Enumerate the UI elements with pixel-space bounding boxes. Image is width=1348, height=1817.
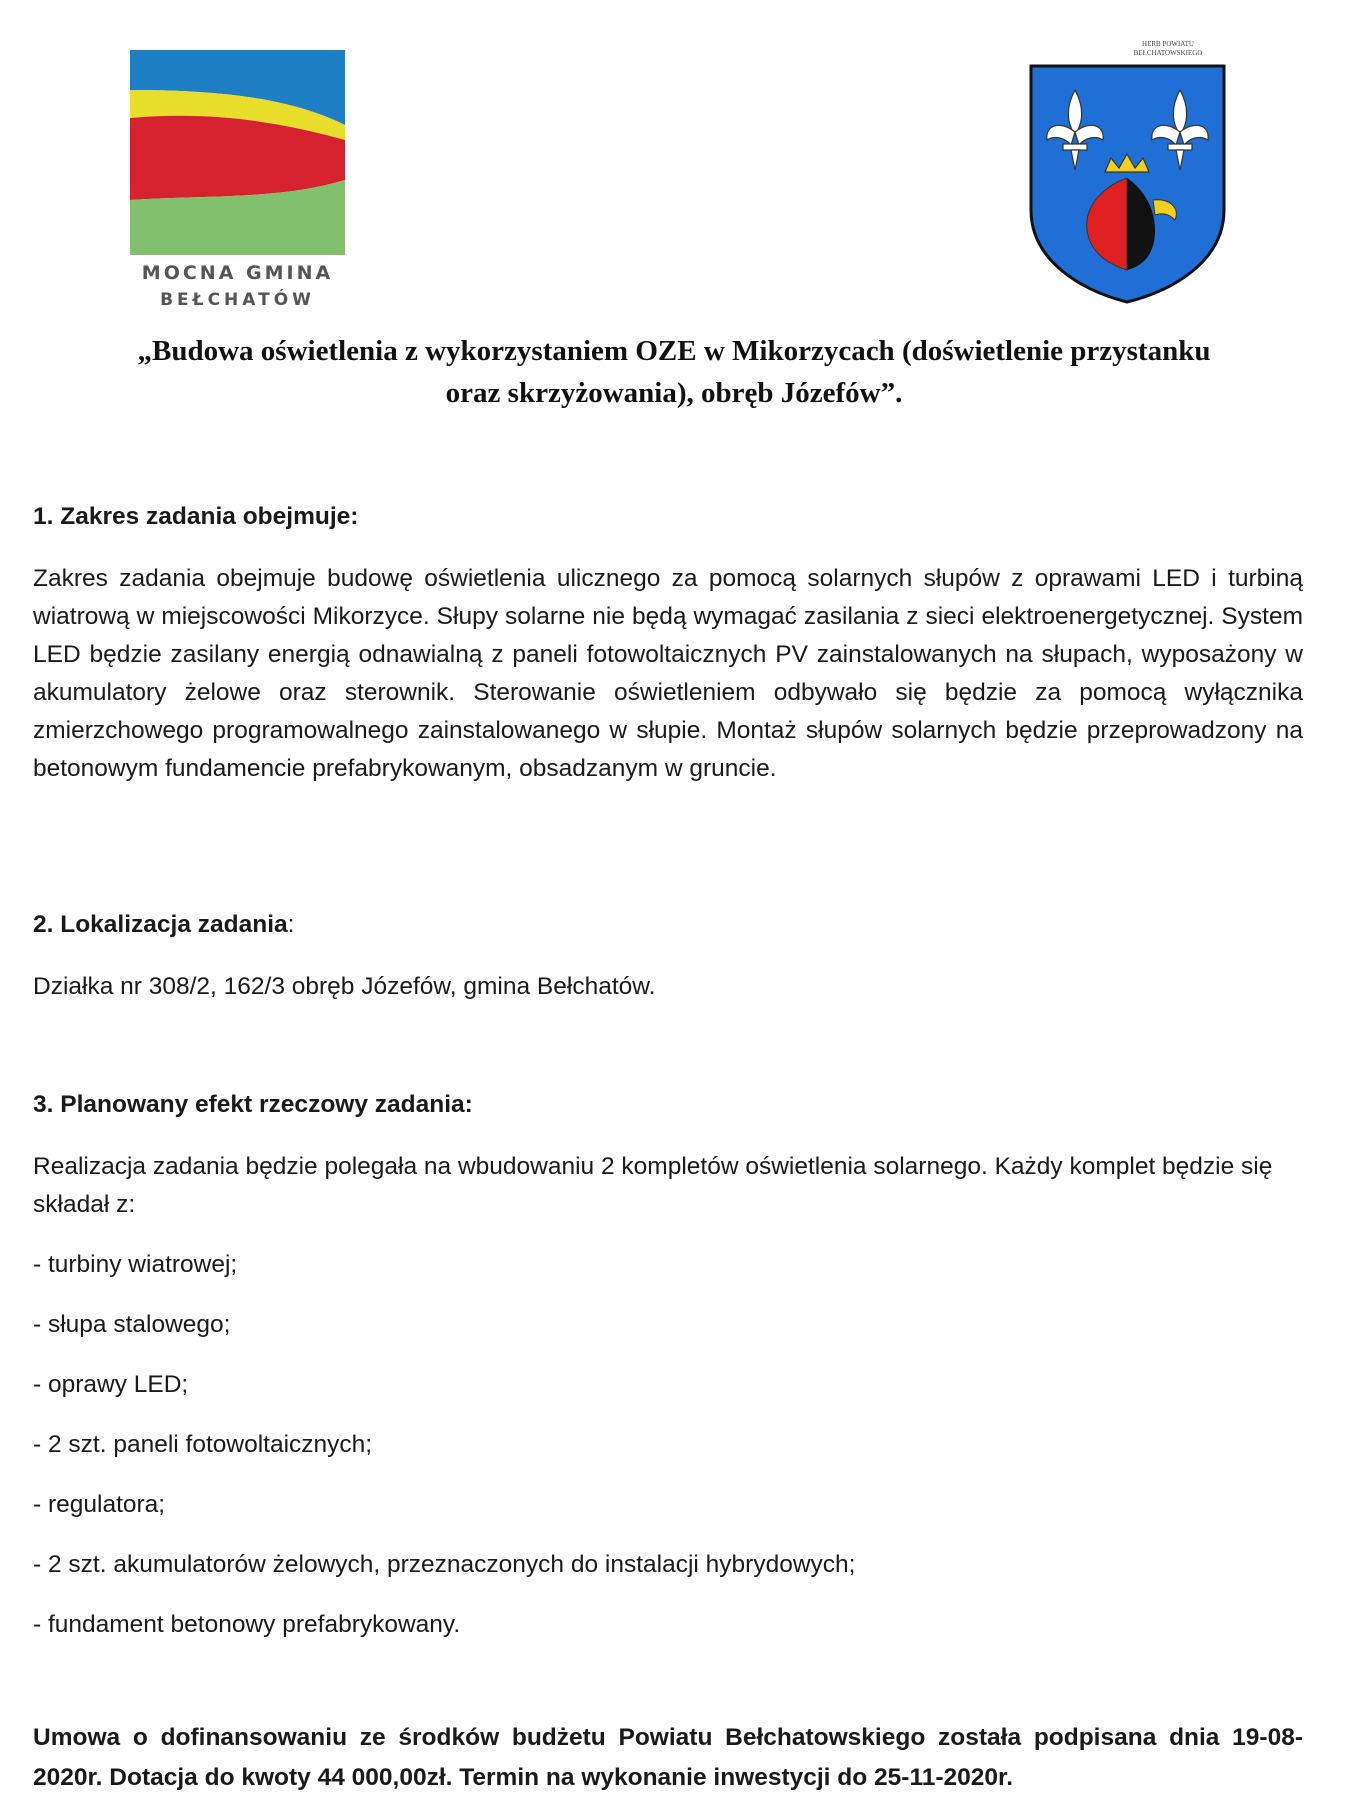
title-line-2: oraz skrzyżowania), obręb Józefów”. — [445, 377, 903, 409]
title-line-1: „Budowa oświetlenia z wykorzystaniem OZE w Mikorzycach (doświetlenie przystanku — [137, 335, 1211, 367]
powiat-crest — [1025, 40, 1230, 310]
list-item: - regulatora; — [33, 1491, 166, 1518]
section-3-text: Realizacja zadania będzie polegała na wbudowaniu 2 kompletów oświetlenia solarnego. Każdy komplet będzie się składał z: — [33, 1153, 1273, 1218]
list-item: - turbiny wiatrowej; — [33, 1251, 238, 1278]
section-1-text: Zakres zadania obejmuje budowę oświetlenia ulicznego za pomocą solarnych słupów z oprawami LED i turbiną wiatrową w miejscowości Mikorzyce. Słupy solarne nie będą wymagać zasilania z sieci elektroenergetycznej. System LED będzie zasilany energią odnawialną z paneli fotowoltaicznych PV zainstalowanych na słupach, wyposażony w akumulatory żelowe oraz sterownik. Sterowanie oświetleniem odbywało się będzie za pomocą wyłącznika zmierzchowego programowalnego zainstalowanego w słupie. Montaż słupów solarnych będzie przeprowadzony na betonowym fundamencie prefabrykowanym, obsadzanym w gruncie. — [33, 565, 1303, 782]
logo-line-1: MOCNA GMINA — [141, 262, 334, 284]
funding-agreement-note: Umowa o dofinansowaniu ze środków budżetu Powiatu Bełchatowskiego została podpisana dnia 19-08-2020r. Dotacja do kwoty 44 000,00zł. Termin na wykonanie inwestycji do 25-11-2020r. — [33, 1724, 1303, 1791]
list-item: - 2 szt. paneli fotowoltaicznych; — [33, 1431, 373, 1458]
section-2-heading-colon: : — [287, 911, 295, 938]
moc-na-gmina-logo — [130, 50, 345, 315]
section-2-text: Działka nr 308/2, 162/3 obręb Józefów, gmina Bełchatów. — [33, 973, 656, 1000]
list-item: - oprawy LED; — [33, 1371, 189, 1398]
document-title — [20, 330, 1328, 414]
section-2-heading — [33, 906, 294, 944]
section-2-heading-text: 2. Lokalizacja zadania — [33, 911, 288, 938]
crest-caption-line-1: HERB POWIATU — [1142, 40, 1194, 48]
section-3-heading: 3. Planowany efekt rzeczowy zadania: — [33, 1091, 473, 1118]
list-item: - słupa stalowego; — [33, 1311, 231, 1338]
components-list — [33, 1246, 855, 1666]
list-item: - fundament betonowy prefabrykowany. — [33, 1611, 461, 1638]
gmina-logo-graphic — [130, 50, 345, 260]
coat-of-arms-icon — [1025, 60, 1230, 315]
logo-line-2: BEŁCHATÓW — [160, 290, 315, 310]
section-1-heading: 1. Zakres zadania obejmuje: — [33, 503, 359, 530]
list-item: - 2 szt. akumulatorów żelowych, przeznaczonych do instalacji hybrydowych; — [33, 1551, 856, 1578]
crest-caption-line-2: BEŁCHATOWSKIEGO — [1133, 49, 1203, 57]
